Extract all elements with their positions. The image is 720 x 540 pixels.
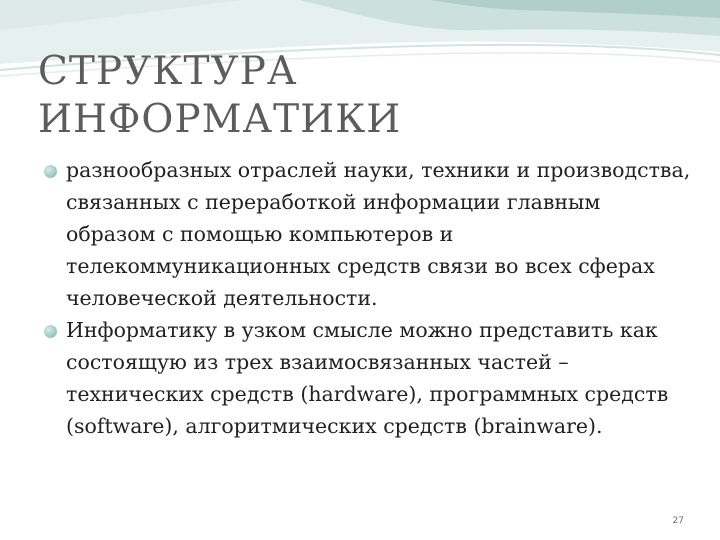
bullet-text-2: Информатику в узком смысле можно представить как состоящую из трех взаимосвязанных частей – технических средств (hardware), программных средств (software), алгоритмических средств (brainware).: [66, 318, 669, 438]
page-number: 27: [672, 516, 684, 526]
bullet-circle-icon: [44, 325, 57, 338]
bullet-item-1: [44, 154, 694, 314]
title-line-2: ИНФОРМАТИКИ: [38, 97, 402, 142]
bullet-circle-icon: [44, 165, 57, 178]
title-line-1: СТРУКТУРА: [38, 49, 298, 94]
slide-title: [38, 48, 401, 144]
bullet-text-1: разнообразных отраслей науки, техники и производства, связанных с переработкой информации главным образом с помощью компьютеров и телекоммуникационных средств связи во всех сферах человеческой деятельности.: [66, 158, 691, 310]
bullet-item-2: [44, 314, 694, 442]
bullet-list: [44, 154, 694, 442]
